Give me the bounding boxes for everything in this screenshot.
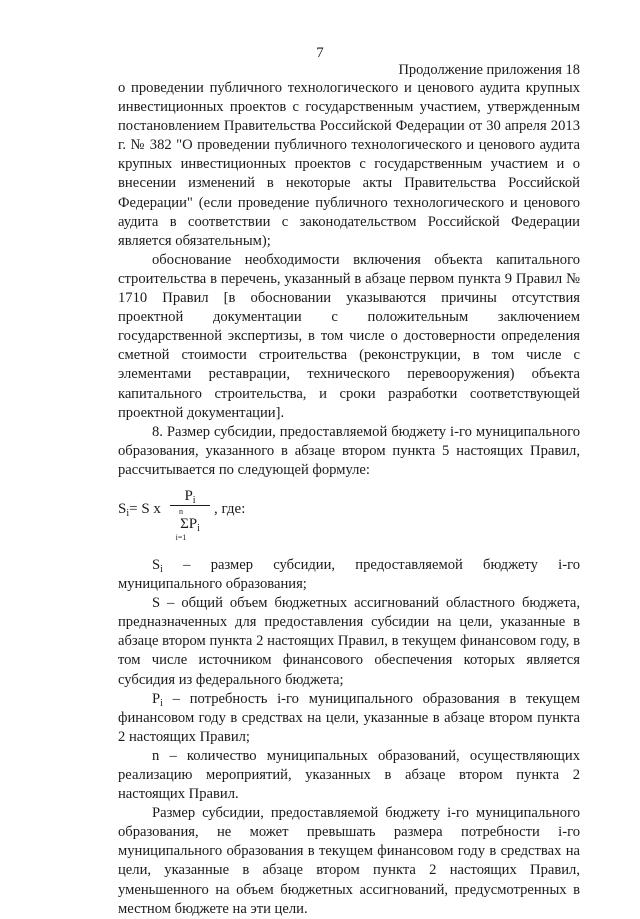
appendix-continuation-note: Продолжение приложения 18 [398,62,580,78]
definition-symbol: S [152,595,161,612]
sum-upper-limit: n [179,506,183,516]
definition-symbol: S [152,556,161,573]
page-number: 7 [316,45,324,61]
formula-numerator [170,488,210,506]
sum-lower-limit: i=1 [175,532,187,542]
paragraph-subsidy-limit: Размер субсидии, предоставляемой бюджету i-го муниципального образования, не может превышать размера потребности i-го муниципального образования в текущем финансовом году в средствах на цели, указанные в абзаце втором пункта 2 настоящих Правил, уменьшенного на объем бюджетных ассигнований, предусмотренных в местном бюджете на эти цели. [118,805,580,917]
definition-text: – размер субсидии, предоставляемой бюджету i-го муниципального образования; [118,556,580,593]
definition-subscript: i [160,563,163,575]
formula-fraction [170,487,210,542]
denominator-sum: ΣP [180,515,198,532]
definition-symbol: n [152,747,160,764]
definition-s [118,594,580,689]
formula-lhs-symbol: S [118,500,127,517]
definition-subscript: i [160,697,163,709]
definition-text: – количество муниципальных образований, осуществляющих реализацию мероприятий, указанных в абзаце втором пункта 2 настоящих Правил. [118,747,580,803]
paragraph-justification: обоснование необходимости включения объекта капитального строительства в перечень, указанный в абзаце первом пункта 9 Правил № 1710 Правил [в обосновании указываются причины отсутствия проектной документации с положительным заключением государственной экспертизы, в том числе о достоверности определения сметной стоимости строительства (реконструкции, в том числе с элементами реставрации, технического перевооружения) объекта капитального строительства, и сроки разработки соответствующей проектной документации]. [118,251,580,421]
definition-si [118,556,580,594]
paragraph-section-8: 8. Размер субсидии, предоставляемой бюджету i-го муниципального образования, указанного в абзаце втором пункта 5 настоящих Правил, рассчитывается по следующей формуле: [118,423,580,478]
formula-lhs [118,500,161,519]
definition-pi [118,690,580,747]
definition-n [118,747,580,804]
subsidy-formula [118,488,580,544]
formula-denominator [170,506,210,542]
numerator-symbol: P [184,487,193,504]
definition-text: – общий объем бюджетных ассигнований областного бюджета, предназначенных для предоставления субсидии на цели, указанные в абзаце втором пункта 2 настоящих Правил, в текущем финансовом году, в том числе источником финансового обеспечения которых является субсидия из федерального бюджета; [118,595,580,688]
formula-lhs-rest: = S x [129,500,161,517]
document-body [118,79,580,919]
formula-suffix: , где: [214,500,246,517]
definition-symbol: P [152,690,161,707]
definition-text: – потребность i-го муниципального образования в текущем финансовом году в средствах на цели, указанные в абзаце втором пункта 2 настоящих Правил; [118,690,580,745]
formula-lhs-subscript: i [126,507,130,519]
denominator-subscript: i [197,522,200,534]
paragraph-audit-continuation: о проведении публичного технологического и ценового аудита крупных инвестиционных проектов с государственным участием, утвержденным постановлением Правительства Российской Федерации от 30 апреля 2013 г. № 382 "О проведении публичного технологического и ценового аудита крупных инвестиционных проектов с государственным участием и о внесении изменений в некоторые акты Правительства Российской Федерации" (если проведение публичного технологического и ценового аудита в соответствии с законодательством Российской Федерации является обязательным); [118,80,580,249]
numerator-subscript: i [192,494,196,506]
